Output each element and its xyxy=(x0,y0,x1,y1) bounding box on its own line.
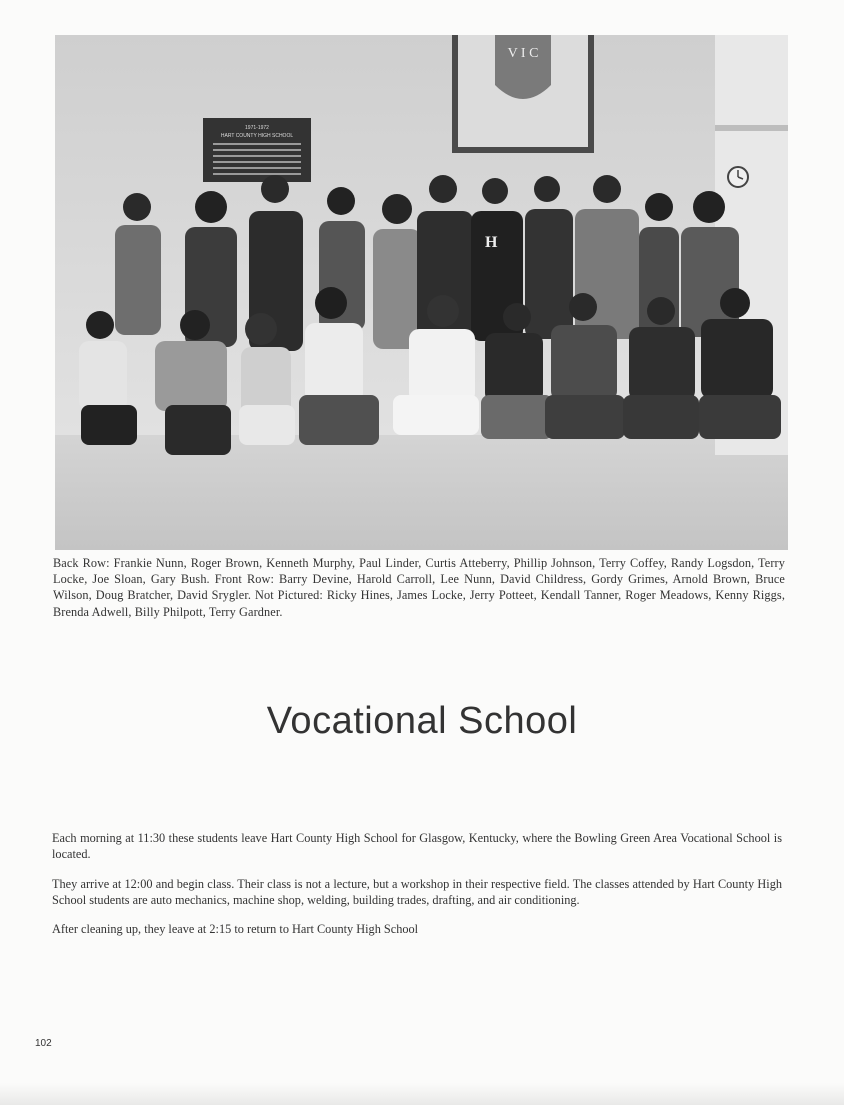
page-title: Vocational School xyxy=(266,700,578,742)
article-body xyxy=(52,830,782,950)
wall-clock-icon xyxy=(728,167,748,187)
crest-letters: V I C xyxy=(507,46,539,61)
jacket-letter: H xyxy=(485,234,498,251)
framed-crest xyxy=(452,35,594,153)
plaque-line-1: 1971-1972 xyxy=(245,125,269,131)
photo-caption: Back Row: Frankie Nunn, Roger Brown, Kenneth Murphy, Paul Linder, Curtis Atteberry, Phillip Johnson, Terry Coffey, Randy Logsdon, Terry Locke, Joe Sloan, Gary Bush. Front Row: Barry Devine, Harold Carroll, Lee Nunn, David Childress, Gordy Grimes, Arnold Brown, Bruce Wilson, Doug Bratcher, David Srygler. Not Pictured: Ricky Hines, James Locke, Jerry Potteet, Kendall Tanner, Roger Meadows, Kenny Riggs, Brenda Adwell, Billy Philpott, Terry Gardner. xyxy=(53,556,785,619)
paragraph: Each morning at 11:30 these students leave Hart County High School for Glasgow, Kentucky, where the Bowling Green Area Vocational School is located. xyxy=(52,831,782,862)
paragraph: After cleaning up, they leave at 2:15 to return to Hart County High School xyxy=(52,922,419,937)
page-number: 102 xyxy=(35,1038,52,1049)
page-edge-shadow xyxy=(0,1083,844,1105)
group-photo xyxy=(55,35,788,550)
paragraph: They arrive at 12:00 and begin class. Their class is not a lecture, but a workshop in their respective field. The classes attended by Hart County High School students are auto mechanics, machine shop, welding, building trades, drafting, and air conditioning. xyxy=(52,876,782,907)
wall-plaque xyxy=(203,118,311,182)
plaque-line-2: HART COUNTY HIGH SCHOOL xyxy=(220,133,294,139)
